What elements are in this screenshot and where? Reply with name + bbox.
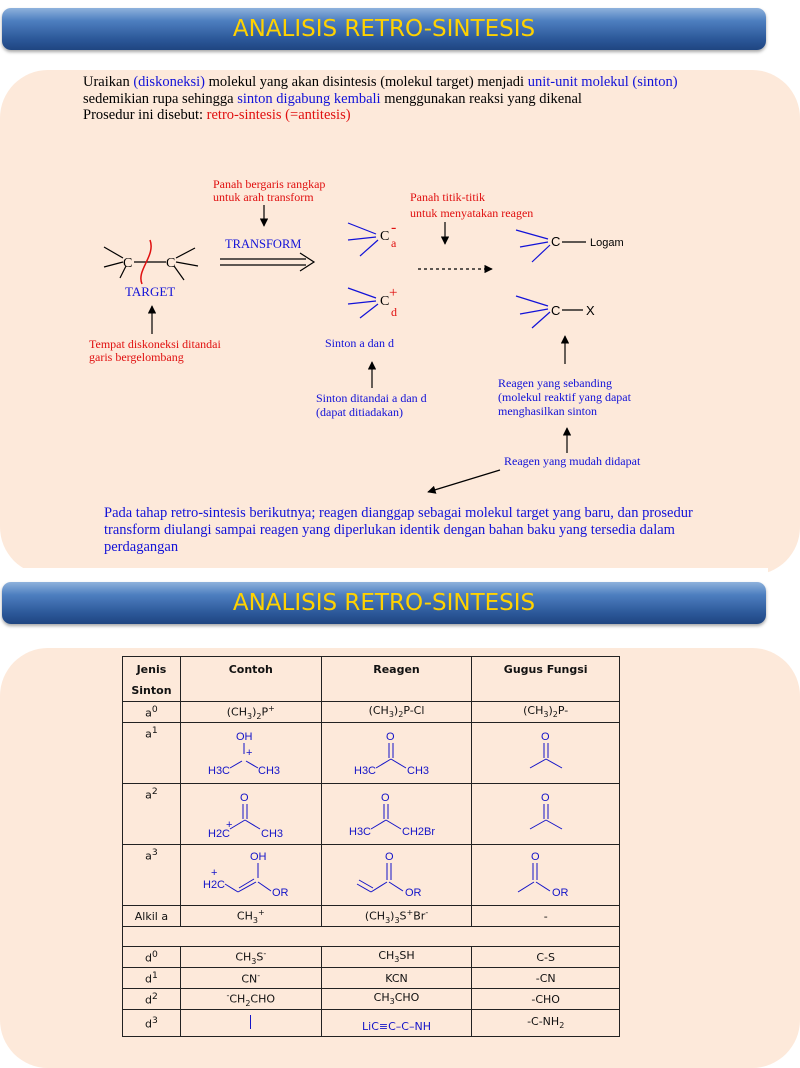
contoh-cell <box>180 784 321 845</box>
jenis-text: a <box>145 727 152 741</box>
transform-note: untuk arah transform <box>213 190 314 204</box>
equiv-note: (molekul reaktif yang dapat <box>498 390 631 404</box>
bond-line <box>391 759 406 768</box>
equiv-note: menghasilkan sinton <box>498 404 597 418</box>
gugus-cell: C-S <box>472 947 620 968</box>
jenis-cell <box>123 723 181 784</box>
atom-label: O <box>239 792 249 804</box>
contoh-cell <box>180 723 321 784</box>
header-gugus: Gugus Fungsi <box>472 657 620 702</box>
structure-drawing <box>516 787 576 841</box>
table-row <box>123 845 620 906</box>
reagent-metal <box>516 230 550 262</box>
gugus-cell: - <box>472 906 620 927</box>
intro-highlight: unit-unit molekul (sinton) <box>527 74 678 90</box>
atom-label: O <box>385 731 395 743</box>
bond-line <box>546 820 562 829</box>
synthon-table <box>122 656 620 1037</box>
diagonal-arrow <box>428 470 500 492</box>
wavy-note: garis bergelombang <box>89 350 184 364</box>
bond-line <box>225 884 238 892</box>
jenis-cell <box>123 845 181 906</box>
atom-label: OR <box>551 887 569 899</box>
jenis-sup: 2 <box>152 991 158 1003</box>
target-carbon-left: C <box>123 256 133 271</box>
synthon-a-carbon: C <box>380 229 390 244</box>
equiv-note: Reagen yang sebanding <box>498 376 612 390</box>
atom-label: CH3 <box>406 765 429 777</box>
slide-title: ANALISIS RETRO-SINTESIS <box>232 590 536 616</box>
table-row <box>123 784 620 845</box>
synthon-label: Sinton a dan d <box>325 336 394 350</box>
intro-highlight: sinton digabung kembali <box>237 90 381 107</box>
atom-label: O <box>380 792 390 804</box>
atom-label: OR <box>271 887 289 899</box>
reagen-cell <box>321 784 472 845</box>
reagen-cell: $CH_3SH$ <box>321 947 472 968</box>
table-row <box>123 906 620 927</box>
atom-label: OH <box>249 851 267 863</box>
jenis-sup: 1 <box>152 970 158 982</box>
table-spacer-row <box>123 927 620 947</box>
table-header-row <box>123 657 620 702</box>
jenis-text: a <box>145 706 152 720</box>
bond-line <box>250 1015 251 1029</box>
gugus-cell <box>472 845 620 906</box>
target-molecule <box>104 240 198 284</box>
bond-line <box>389 882 403 891</box>
bond-line <box>546 759 562 768</box>
header-text: Jenis <box>136 663 167 676</box>
synthon-d <box>348 288 378 318</box>
jenis-cell <box>123 968 181 989</box>
contoh-cell <box>180 1010 321 1037</box>
bond-line <box>230 761 242 768</box>
structure-drawing <box>347 848 447 902</box>
gugus-cell <box>472 723 620 784</box>
atom-label: O <box>530 851 540 863</box>
bond-line <box>536 882 550 891</box>
jenis-cell <box>123 1010 181 1037</box>
contoh-cell <box>180 845 321 906</box>
structure-drawing <box>506 848 586 902</box>
jenis-cell: Alkil a <box>123 906 181 927</box>
retrosynthesis-diagram <box>0 0 768 512</box>
structure-drawing <box>201 848 301 902</box>
atom-label: OR <box>404 887 421 899</box>
available-note: Reagen yang mudah didapat <box>504 454 641 468</box>
table-row <box>123 989 620 1010</box>
target-label: TARGET <box>125 284 176 299</box>
jenis-cell <box>123 947 181 968</box>
bond-line <box>386 820 401 829</box>
gugus-cell: -CHO <box>472 989 620 1010</box>
jenis-cell <box>123 702 181 723</box>
reagen-cell <box>321 845 472 906</box>
bond-line <box>258 882 271 891</box>
synthon-a-subscript: a <box>391 236 397 250</box>
bond-line <box>239 879 254 888</box>
jenis-cell <box>123 784 181 845</box>
bond-line <box>246 761 258 768</box>
wavy-note: Tempat diskoneksi ditandai <box>89 337 221 351</box>
jenis-sup: 2 <box>151 786 158 797</box>
atom-label: O <box>384 851 394 863</box>
reagen-cell <box>321 723 472 784</box>
reagen-cell: KCN <box>321 968 472 989</box>
reagen-cell: $(CH_3)_2P-Cl$ <box>321 702 472 723</box>
reagent-halide-carbon: C <box>551 303 561 318</box>
intro-highlight: retro-sintesis (=antitesis) <box>206 107 351 123</box>
jenis-cell <box>123 989 181 1010</box>
intro-text: sedemikian rupa sehingga <box>83 90 238 107</box>
synthon-a <box>348 223 378 256</box>
dotted-note: untuk menyatakan reagen <box>410 206 534 220</box>
atom-label: H2C <box>207 828 230 840</box>
header-contoh: Contoh <box>180 657 321 702</box>
charge-label: + <box>225 819 233 831</box>
atom-label: OH <box>235 731 253 743</box>
bond-line <box>518 882 534 892</box>
atom-label: O <box>540 792 550 804</box>
synthon-d-charge: + <box>389 285 398 301</box>
table-row <box>123 723 620 784</box>
structure-drawing <box>206 787 296 841</box>
jenis-text: d <box>145 1017 153 1031</box>
jenis-text: a <box>145 788 152 802</box>
structure-drawing <box>347 787 447 841</box>
table-row <box>123 968 620 989</box>
synthon-note: (dapat ditiadakan) <box>316 405 403 419</box>
title-bar <box>2 582 766 624</box>
atom-label: CH3 <box>260 828 283 840</box>
intro-text: molekul yang akan disintesis (molekul target) menjadi <box>205 74 528 90</box>
reagen-cell: $CH_3CHO$ <box>321 989 472 1010</box>
dotted-note: Panah titik-titik <box>410 190 485 204</box>
atom-label: CH2Br <box>401 826 435 838</box>
synthon-d-subscript: d <box>391 305 397 319</box>
metal-label: Logam <box>590 237 624 249</box>
bond-line <box>371 820 386 829</box>
gugus-cell: -CN <box>472 968 620 989</box>
gugus-cell: $(CH_3)_2P-$ <box>472 702 620 723</box>
synthon-a-charge: - <box>391 219 397 236</box>
atom-label: H2C <box>202 879 225 891</box>
contoh-cell: $CH_3^+$ <box>180 906 321 927</box>
reagen-cell: $(CH_3)_3S^+Br^-$ <box>321 906 472 927</box>
charge-label: + <box>210 867 218 879</box>
halide-label: X <box>586 303 595 318</box>
bond-line <box>371 882 387 892</box>
header-reagen: Reagen <box>321 657 472 702</box>
jenis-sup: 0 <box>152 949 158 961</box>
contoh-cell: $^-CH_2CHO$ <box>180 989 321 1010</box>
target-carbon-right: C <box>166 256 176 271</box>
atom-label: H3C <box>207 765 230 777</box>
table-row <box>123 702 620 723</box>
jenis-text: d <box>145 972 153 986</box>
header-text: Sinton <box>131 684 172 697</box>
bond-line <box>245 820 260 829</box>
reagent-halide <box>516 296 550 328</box>
intro-text: menggunakan reaksi yang dikenal <box>380 90 582 107</box>
structure-drawing <box>352 726 442 780</box>
bond-line <box>530 820 546 829</box>
reagen-cell: LiC≡C–C–NH <box>321 1010 472 1037</box>
transform-arrow <box>220 253 314 271</box>
atom-label: H3C <box>348 826 371 838</box>
spacer-cell <box>123 927 620 947</box>
charge-label: + <box>245 747 253 759</box>
header-jenis <box>123 657 181 702</box>
jenis-sup: 3 <box>151 847 158 858</box>
jenis-text: a <box>145 849 152 863</box>
intro-highlight: (diskoneksi) <box>133 74 206 90</box>
transform-label: TRANSFORM <box>225 237 302 251</box>
intro-text: Uraikan <box>83 74 134 90</box>
slide-title: ANALISIS RETRO-SINTESIS <box>232 16 536 42</box>
contoh-cell: $CH_3S^-$ <box>180 947 321 968</box>
contoh-cell: CN- <box>180 968 321 989</box>
table-row <box>123 1010 620 1037</box>
structure-drawing <box>206 726 296 780</box>
jenis-sup: 0 <box>151 704 158 716</box>
atom-label: CH3 <box>257 765 280 777</box>
contoh-cell: $(CH_3)_2P^+$ <box>180 702 321 723</box>
table-row <box>123 947 620 968</box>
gugus-cell: $-C-NH_2$ <box>472 1010 620 1037</box>
closing-paragraph: Pada tahap retro-sintesis berikutnya; reagen dianggap sebagai molekul target yang baru, dan prosedur transform diulangi sampai reagen yang diperlukan identik dengan bahan baku yang tersedia dalam perdagangan <box>104 505 693 555</box>
atom-label: O <box>540 731 550 743</box>
bond-line <box>530 759 546 768</box>
jenis-text: d <box>145 993 153 1007</box>
atom-label: H3C <box>353 765 376 777</box>
intro-text: Prosedur ini disebut: <box>83 107 207 123</box>
structure-drawing <box>516 726 576 780</box>
reagent-metal-carbon: C <box>551 234 561 249</box>
jenis-sup: 3 <box>152 1015 158 1027</box>
synthon-note: Sinton ditandai a dan d <box>316 391 427 405</box>
gugus-cell <box>472 784 620 845</box>
jenis-sup: 1 <box>151 725 158 736</box>
transform-note: Panah bergaris rangkap <box>213 177 326 191</box>
synthon-d-carbon: C <box>380 294 390 309</box>
jenis-text: d <box>145 951 153 965</box>
bond-line <box>376 759 391 768</box>
slide-1 <box>0 0 768 555</box>
